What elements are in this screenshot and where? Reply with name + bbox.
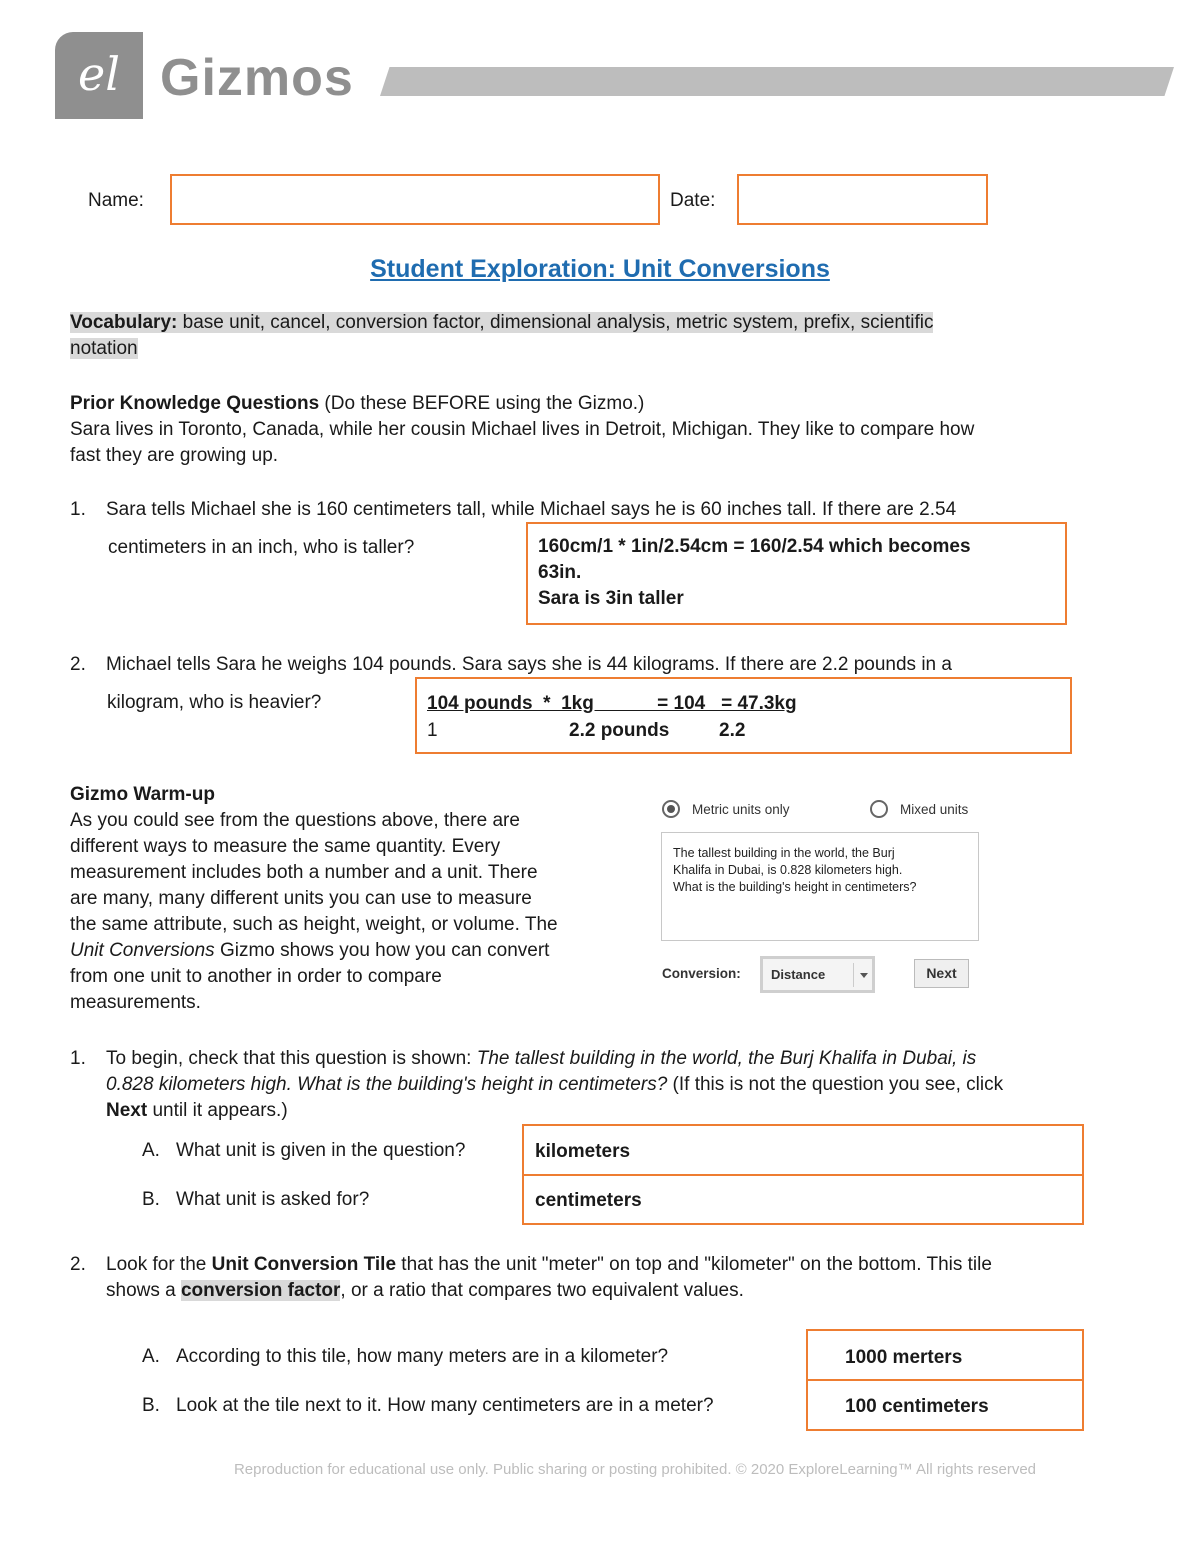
q2a-answer: 1000 merters	[845, 1347, 963, 1368]
vocabulary-line-2: notation	[70, 338, 138, 359]
vocabulary	[70, 310, 1130, 362]
q2-tile-name: Unit Conversion Tile	[211, 1254, 397, 1275]
warmup-line-2: different ways to measure the same quantity. Every	[70, 836, 501, 857]
conversion-select[interactable]	[760, 956, 875, 993]
conversion-select-value: Distance	[771, 967, 826, 982]
q1a-letter: A.	[142, 1140, 160, 1161]
prior-q1-answer-line-1: 160cm/1 * 1in/2.54cm = 160/2.54 which becomes	[538, 536, 971, 557]
q1-line-3: until it appears.)	[147, 1100, 288, 1121]
q1-number: 1.	[70, 1048, 86, 1069]
brand-logo	[55, 32, 143, 119]
warmup-line-5: the same attribute, such as height, weight, or volume. The	[70, 914, 558, 935]
warmup-line-7: from one unit to another in order to compare	[70, 966, 442, 987]
mixed-radio-label: Mixed units	[900, 802, 969, 817]
name-label: Name:	[88, 190, 144, 211]
warmup-line-1: As you could see from the questions above, there are	[70, 810, 520, 831]
gizmo-question-line-2: Khalifa in Dubai, is 0.828 kilometers high.	[673, 863, 903, 877]
q2b-answer-box[interactable]	[806, 1379, 1084, 1431]
vocabulary-label: Vocabulary:	[70, 312, 178, 333]
warmup-line-6: Gizmo shows you how you can convert	[214, 940, 550, 961]
prior-q1-answer-line-2: 63in.	[538, 562, 582, 583]
prior-q1-line-2: centimeters in an inch, who is taller?	[108, 537, 415, 558]
prior-intro-2: fast they are growing up.	[70, 445, 279, 466]
gizmo-question-text	[673, 845, 968, 896]
next-button[interactable]: Next	[914, 959, 969, 988]
date-field[interactable]	[737, 174, 988, 225]
q2-number: 2.	[70, 1254, 86, 1275]
prior-heading-note: (Do these BEFORE using the Gizmo.)	[319, 393, 645, 414]
q1a-answer-box[interactable]	[522, 1124, 1084, 1176]
prior-q2-answer-bottom-3: 2.2	[719, 720, 746, 741]
footer-copyright: Reproduction for educational use only. Public sharing or posting prohibited. © 2020 ExploreLearning™ All rights reserved	[233, 1461, 1037, 1478]
warmup-gizmo-name: Unit Conversions	[70, 940, 215, 961]
warmup-line-3: measurement includes both a number and a unit. There	[70, 862, 538, 883]
q1-next-word: Next	[106, 1100, 148, 1121]
q1-line-2b: (If this is not the question you see, click	[667, 1074, 1004, 1095]
name-field[interactable]	[170, 174, 660, 225]
q1-line-1b: The tallest building in the world, the Burj Khalifa in Dubai, is	[476, 1048, 977, 1069]
q1-line-1a: To begin, check that this question is shown:	[106, 1048, 477, 1069]
page-title: Student Exploration: Unit Conversions	[370, 255, 830, 283]
prior-intro-1: Sara lives in Toronto, Canada, while her cousin Michael lives in Detroit, Michigan. They like to compare how	[70, 419, 975, 440]
date-label: Date:	[670, 190, 716, 211]
q2b-answer: 100 centimeters	[845, 1396, 989, 1417]
prior-q1-number: 1.	[70, 499, 86, 520]
q1b-letter: B.	[142, 1189, 160, 1210]
q2b-letter: B.	[142, 1395, 160, 1416]
el-logo-icon: el	[78, 47, 120, 101]
q1b-answer-box[interactable]	[522, 1174, 1084, 1225]
prior-q2-answer-box[interactable]	[415, 677, 1072, 754]
q2-text	[106, 1252, 1166, 1304]
q1a-text: What unit is given in the question?	[176, 1140, 466, 1161]
prior-knowledge	[70, 391, 1150, 469]
prior-q1-answer-line-3: Sara is 3in taller	[538, 588, 684, 609]
prior-q2-answer-bottom-1: 1	[427, 720, 438, 741]
q1-text	[106, 1046, 1166, 1124]
warmup-line-4: are many, many different units you can use to measure	[70, 888, 532, 909]
q2-conversion-factor: conversion factor	[180, 1280, 341, 1301]
header-bar	[380, 67, 1174, 96]
vocabulary-line-1: base unit, cancel, conversion factor, dimensional analysis, metric system, prefix, scientific	[177, 312, 934, 333]
prior-q2-line-1: Michael tells Sara he weighs 104 pounds. Sara says she is 44 kilograms. If there are 2.2 pounds in a	[106, 654, 952, 675]
prior-heading: Prior Knowledge Questions	[70, 393, 320, 414]
gizmo-question-line-3: What is the building's height in centimeters?	[673, 880, 917, 894]
prior-q1-line-1: Sara tells Michael she is 160 centimeters tall, while Michael says he is 60 inches tall. If there are 2.54	[106, 499, 957, 520]
q1b-answer: centimeters	[535, 1190, 642, 1211]
warmup-line-8: measurements.	[70, 992, 201, 1013]
q2a-letter: A.	[142, 1346, 160, 1367]
q1a-answer: kilometers	[535, 1141, 631, 1162]
q2-line-2b: , or a ratio that compares two equivalent values.	[340, 1280, 744, 1301]
q2-line-2a: shows a	[106, 1280, 181, 1301]
q1-line-2a: 0.828 kilometers high. What is the building's height in centimeters?	[106, 1074, 668, 1095]
prior-q1-answer-box[interactable]	[526, 522, 1067, 625]
q2a-text: According to this tile, how many meters are in a kilometer?	[176, 1346, 669, 1367]
q2b-text: Look at the tile next to it. How many centimeters are in a meter?	[176, 1395, 714, 1416]
gizmo-question-line-1: The tallest building in the world, the Burj	[673, 846, 895, 860]
q2a-answer-box[interactable]	[806, 1329, 1084, 1381]
prior-q2-answer-bottom-2: 2.2 pounds	[569, 720, 670, 741]
prior-q2-answer-top: 104 pounds * 1kg = 104 = 47.3kg	[427, 693, 797, 714]
prior-q2-line-2: kilogram, who is heavier?	[107, 692, 322, 713]
brand-name: Gizmos	[160, 49, 354, 107]
q2-line-1a: Look for the	[106, 1254, 212, 1275]
metric-radio-label: Metric units only	[692, 802, 790, 817]
warmup-heading: Gizmo Warm-up	[70, 784, 215, 805]
conversion-label: Conversion:	[662, 966, 741, 981]
q2-line-1b: that has the unit "meter" on top and "kilometer" on the bottom. This tile	[396, 1254, 992, 1275]
mixed-radio[interactable]	[870, 800, 888, 818]
q1b-text: What unit is asked for?	[176, 1189, 370, 1210]
chevron-down-icon	[860, 973, 868, 978]
prior-q2-number: 2.	[70, 654, 86, 675]
metric-radio[interactable]	[662, 800, 680, 818]
warmup-section	[70, 782, 640, 1016]
select-separator	[853, 963, 854, 987]
